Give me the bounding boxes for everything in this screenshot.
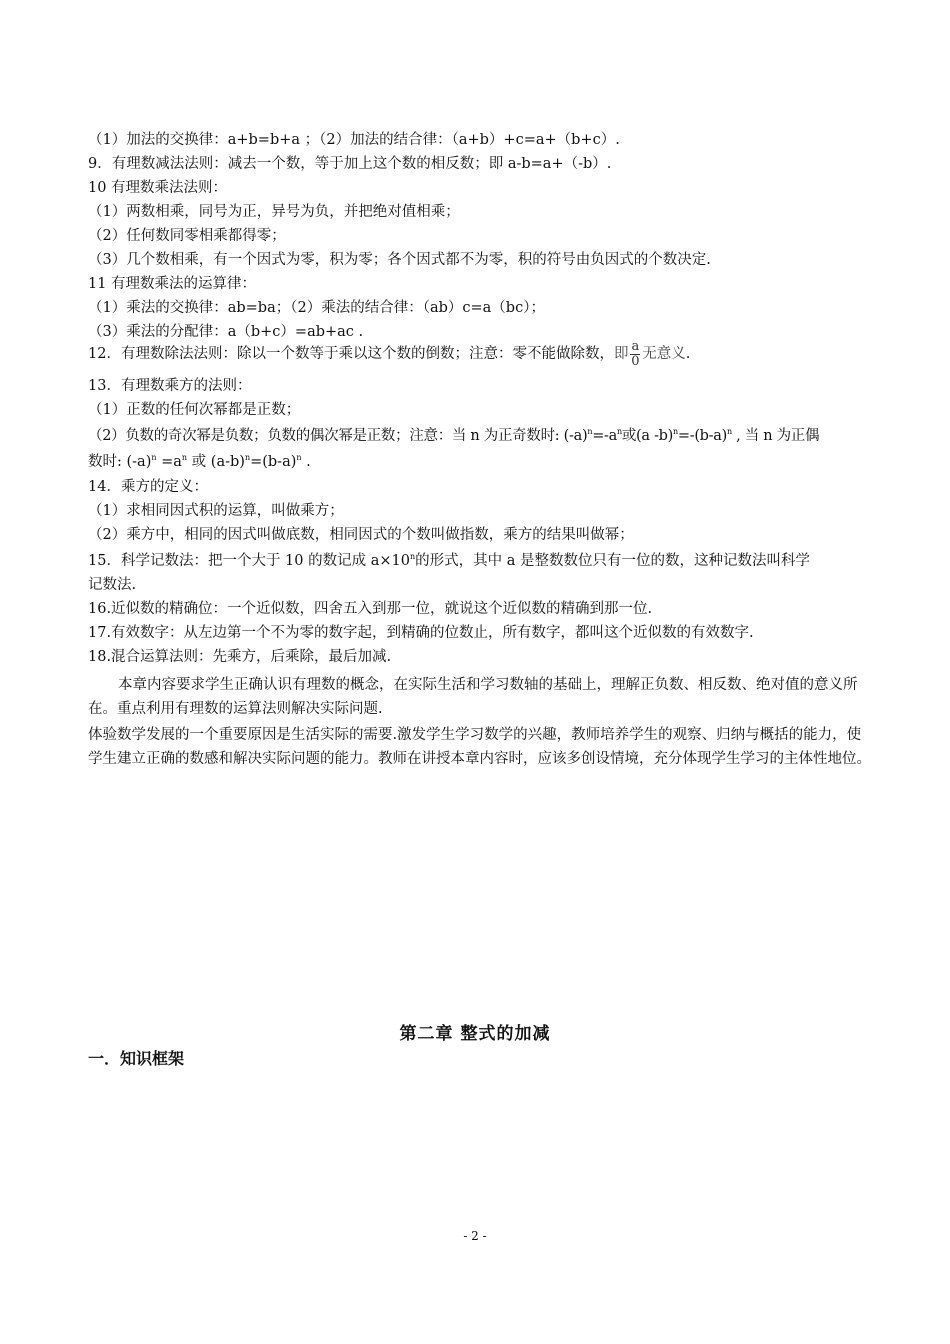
text-line-division-rule [88,338,872,370]
text-run: 数时: (-a) [88,454,152,470]
exponent: n [244,453,251,462]
exponent: n [617,427,622,436]
text-line: 9．有理数减法法则：减去一个数，等于加上这个数的相反数；即 a-b=a+（-b）. [88,156,612,172]
exponent: n [726,427,732,436]
text-run: , 当 n 为正偶 [731,428,820,444]
text-run: . [685,346,691,362]
text-run: 无意义 [642,346,686,362]
exponent: n [409,552,416,561]
text-line: （1）乘法的交换律：ab=ba；（2）乘法的结合律：（ab）c=a（bc）； [88,300,545,316]
text-line: （3）几个数相乘，有一个因式为零，积为零；各个因式都不为零，积的符号由负因式的个数决定. [88,252,711,268]
text-run: 或 (a-b) [187,454,245,470]
text-line: （1）加法的交换律：a+b=b+a ；（2）加法的结合律：（a+b）+c=a+（b+c）. [88,132,620,148]
summary-paragraph: 本章内容要求学生正确认识有理数的概念，在实际生活和学习数轴的基础上，理解正负数、相反数、绝对值的意义所在。重点利用有理数的运算法则解决实际问题. [88,677,858,717]
page-number: - 2 - [463,1229,487,1243]
text-line: 18.混合运算法则：先乘方，后乘除，最后加减. [88,649,392,665]
text-line: （2）任何数同零相乘都得零； [88,228,286,244]
text-line: 记数法. [88,577,137,593]
text-run: =-(b-a) [677,428,727,444]
fraction-a-over-0 [630,340,640,369]
text-line: 10 有理数乘法法则： [88,180,228,196]
text-run: 12．有理数除法法则：除以一个数等于乘以这个数的倒数；注意：零不能做除数， [88,346,614,362]
fraction-denominator: 0 [631,353,640,369]
exponent: n [587,427,593,436]
chapter-title: 第二章 整式的加减 [399,1024,551,1044]
text-run: 的形式，其中 a 是整数数位只有一位的数，这种记数法叫科学 [415,553,811,569]
text-line-scientific-notation [88,549,872,573]
exponent: n [296,453,302,462]
text-line: （1）求相同因式积的运算，叫做乘方； [88,503,344,519]
exponent: n [673,427,678,436]
exponent: n [181,453,188,462]
fraction-numerator: a [631,338,640,354]
text-line-power-rule-cont [88,450,872,474]
text-run: =-a [592,428,617,444]
text-line: （1）正数的任何次幂都是正数； [88,402,301,418]
section-heading: 一．知识框架 [88,1049,185,1068]
text-run: 15．科学记数法：把一个大于 10 的数记成 a×10 [88,553,410,569]
text-line: 11 有理数乘法的运算律： [88,276,257,292]
text-line: （3）乘法的分配律：a（b+c）=ab+ac . [88,324,364,340]
text-line: 13．有理数乘方的法则： [88,378,252,394]
text-line: （2）乘方中，相同的因式叫做底数，相同因式的个数叫做指数，乘方的结果叫做幂； [88,527,634,543]
text-run: 即 [613,346,629,362]
text-run: 或(a -b) [621,428,674,444]
text-line: 14．乘方的定义： [88,479,208,495]
text-run: =a [156,454,182,470]
exponent: n [151,453,157,462]
text-line-power-rule [88,424,872,448]
text-line: 17.有效数字：从左边第一个不为零的数字起，到精确的位数止，所有数字，都叫这个近似数的有效数字. [88,625,754,641]
text-run: （2）负数的奇次幂是负数；负数的偶次幂是正数；注意：当 n 为正奇数时: (-a) [88,428,588,444]
summary-paragraph: 体验数学发展的一个重要原因是生活实际的需要.激发学生学习数学的兴趣，教师培养学生的观察、归纳与概括的能力，使学生建立正确的数感和解决实际问题的能力。教师在讲授本章内容时，应该多创设情境，充分体现学生学习的主体性地位。 [88,727,871,767]
text-run: =(b-a) [250,454,297,470]
text-run: . [301,454,311,470]
text-line: 16.近似数的精确位：一个近似数，四舍五入到那一位，就说这个近似数的精确到那一位. [88,601,653,617]
text-line: （1）两数相乘，同号为正，异号为负，并把绝对值相乘； [88,204,460,220]
